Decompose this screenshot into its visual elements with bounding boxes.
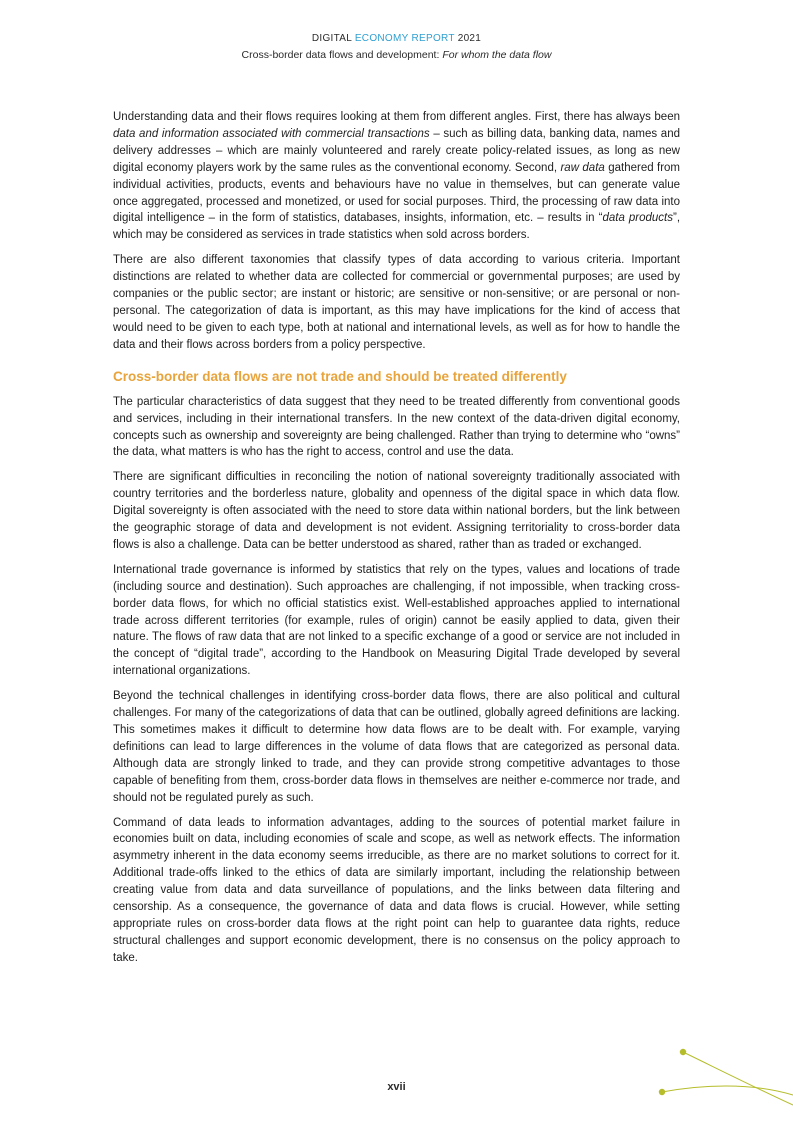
text-run: gathered from individual activities, products, events and behaviours have no value in themselves, but can generate value once aggregated, processed and monetized, or used for social purposes. Third, the processing of raw data into digital intelligence – in the form of statistics, databases, insights, information, etc. – results in “ <box>113 161 681 225</box>
report-title-part1: DIGITAL <box>311 33 352 44</box>
page-number: xvii <box>387 1081 406 1093</box>
intro-paragraph-2: There are also different taxonomies that classify types of data according to various criteria. Important distinctions are related to whether data are collected for commercial or governmental purposes; are used by companies or the public sector; are instant or historic; are sensitive or non-sensitive; or are personal or non-personal. The categorization of data is important, as this may have implications for the kind of access that would need to be given to each type, both at national and international levels, as well as for how to handle the data and their flows across borders from a policy perspective. <box>113 254 680 351</box>
report-title <box>0 32 793 46</box>
section-paragraph-3: International trade governance is informed by statistics that rely on the types, values and locations of trade (including source and destination). Such approaches are challenging, if not impossible, when tracking cross-border data flows, for which no official statistics exist. Well-established approaches applied to international trade across different territories (for example, rules of origin) cannot be easily applied to data, given their nature. The flows of raw data that are not linked to a specific exchange of a good or service are not included in the concept of “digital trade”, according to the Handbook on Measuring Digital Trade developed by several international organizations. <box>113 563 680 678</box>
section-paragraph-4: Beyond the technical challenges in identifying cross-border data flows, there are also political and cultural challenges. For many of the categorizations of data that can be outlined, globally agreed definitions are lacking. This sometimes makes it difficult to determine how data flows are to be dealt with. For example, varying definitions can lead to large differences in the volume of data flows that are categorized as personal data. Although data are strongly linked to trade, and they can provide strong competitive advantages to those capable of benefiting from them, cross-border data flows in themselves are neither e-commerce nor trade, and should not be regulated purely as such. <box>113 690 680 804</box>
chapter-subtitle-plain: Cross-border data flows and development: <box>241 49 443 61</box>
decor-dot-upper <box>680 1049 686 1055</box>
text-run: Understanding data and their flows requires looking at them from different angles. First, there has always been <box>113 111 680 123</box>
decorative-lines-graphic <box>650 1040 793 1122</box>
italic-run: data and information associated with commercial transactions <box>113 127 430 140</box>
section-heading: Cross-border data flows are not trade and should be treated differently <box>113 368 567 384</box>
intro-paragraph-1 <box>113 109 680 244</box>
decor-line-upper <box>683 1052 793 1105</box>
chapter-subtitle <box>0 47 793 63</box>
chapter-subtitle-italic: For whom the data flow <box>442 49 552 61</box>
running-header <box>0 32 793 63</box>
report-title-part2: ECONOMY REPORT <box>354 33 455 44</box>
report-title-part3: 2021 <box>457 33 482 44</box>
text-run: ”, which may be considered as services in trade statistics when sold across borders. <box>113 212 681 242</box>
main-body <box>113 109 680 975</box>
section-paragraph-5: Command of data leads to information advantages, adding to the sources of potential market failure in economies built on data, including economies of scale and scope, as well as network effects. The information asymmetry inherent in the data economy seems irreducible, as there are no market solutions to correct for it. Additional trade-offs linked to the ethics of data are similarly important, including the relationship between creating value from data and data surveillance of populations, and the links between data filtering and censorship. As a consequence, the governance of data and data flows is crucial. However, while setting appropriate rules on cross-border data flows at the right point can help to guarantee data rights, reduce structural challenges and support economic development, there is no consensus on the policy approach to take. <box>113 816 680 964</box>
section-paragraph-2: There are significant difficulties in reconciling the notion of national sovereignty traditionally associated with country territories and the borderless nature, globality and openness of the digital space in which data flow. Digital sovereignty is often associated with the need to store data within national borders, but the link between the geographic storage of data and development is not evident. Assigning territoriality to cross-border data flows is also a challenge. Data can be better understood as shared, rather than as traded or exchanged. <box>113 471 680 551</box>
text-run: – such as billing data, banking data, names and delivery addresses – which are mainly volunteered and rarely create policy-related issues, as long as new digital economy players work by the same rules as the conventional economy. Second, <box>113 127 680 174</box>
italic-run: data products <box>602 212 673 225</box>
italic-run: raw data <box>560 161 605 174</box>
decor-dot-lower <box>659 1089 665 1095</box>
section-paragraph-1: The particular characteristics of data suggest that they need to be treated differently from conventional goods and services, including in their international transfers. In the new context of the data-driven digital economy, concepts such as ownership and sovereignty are being challenged. Rather than trying to determine who “owns” the data, what matters is who has the right to access, control and use the data. <box>113 395 680 459</box>
decor-line-lower <box>662 1086 793 1095</box>
